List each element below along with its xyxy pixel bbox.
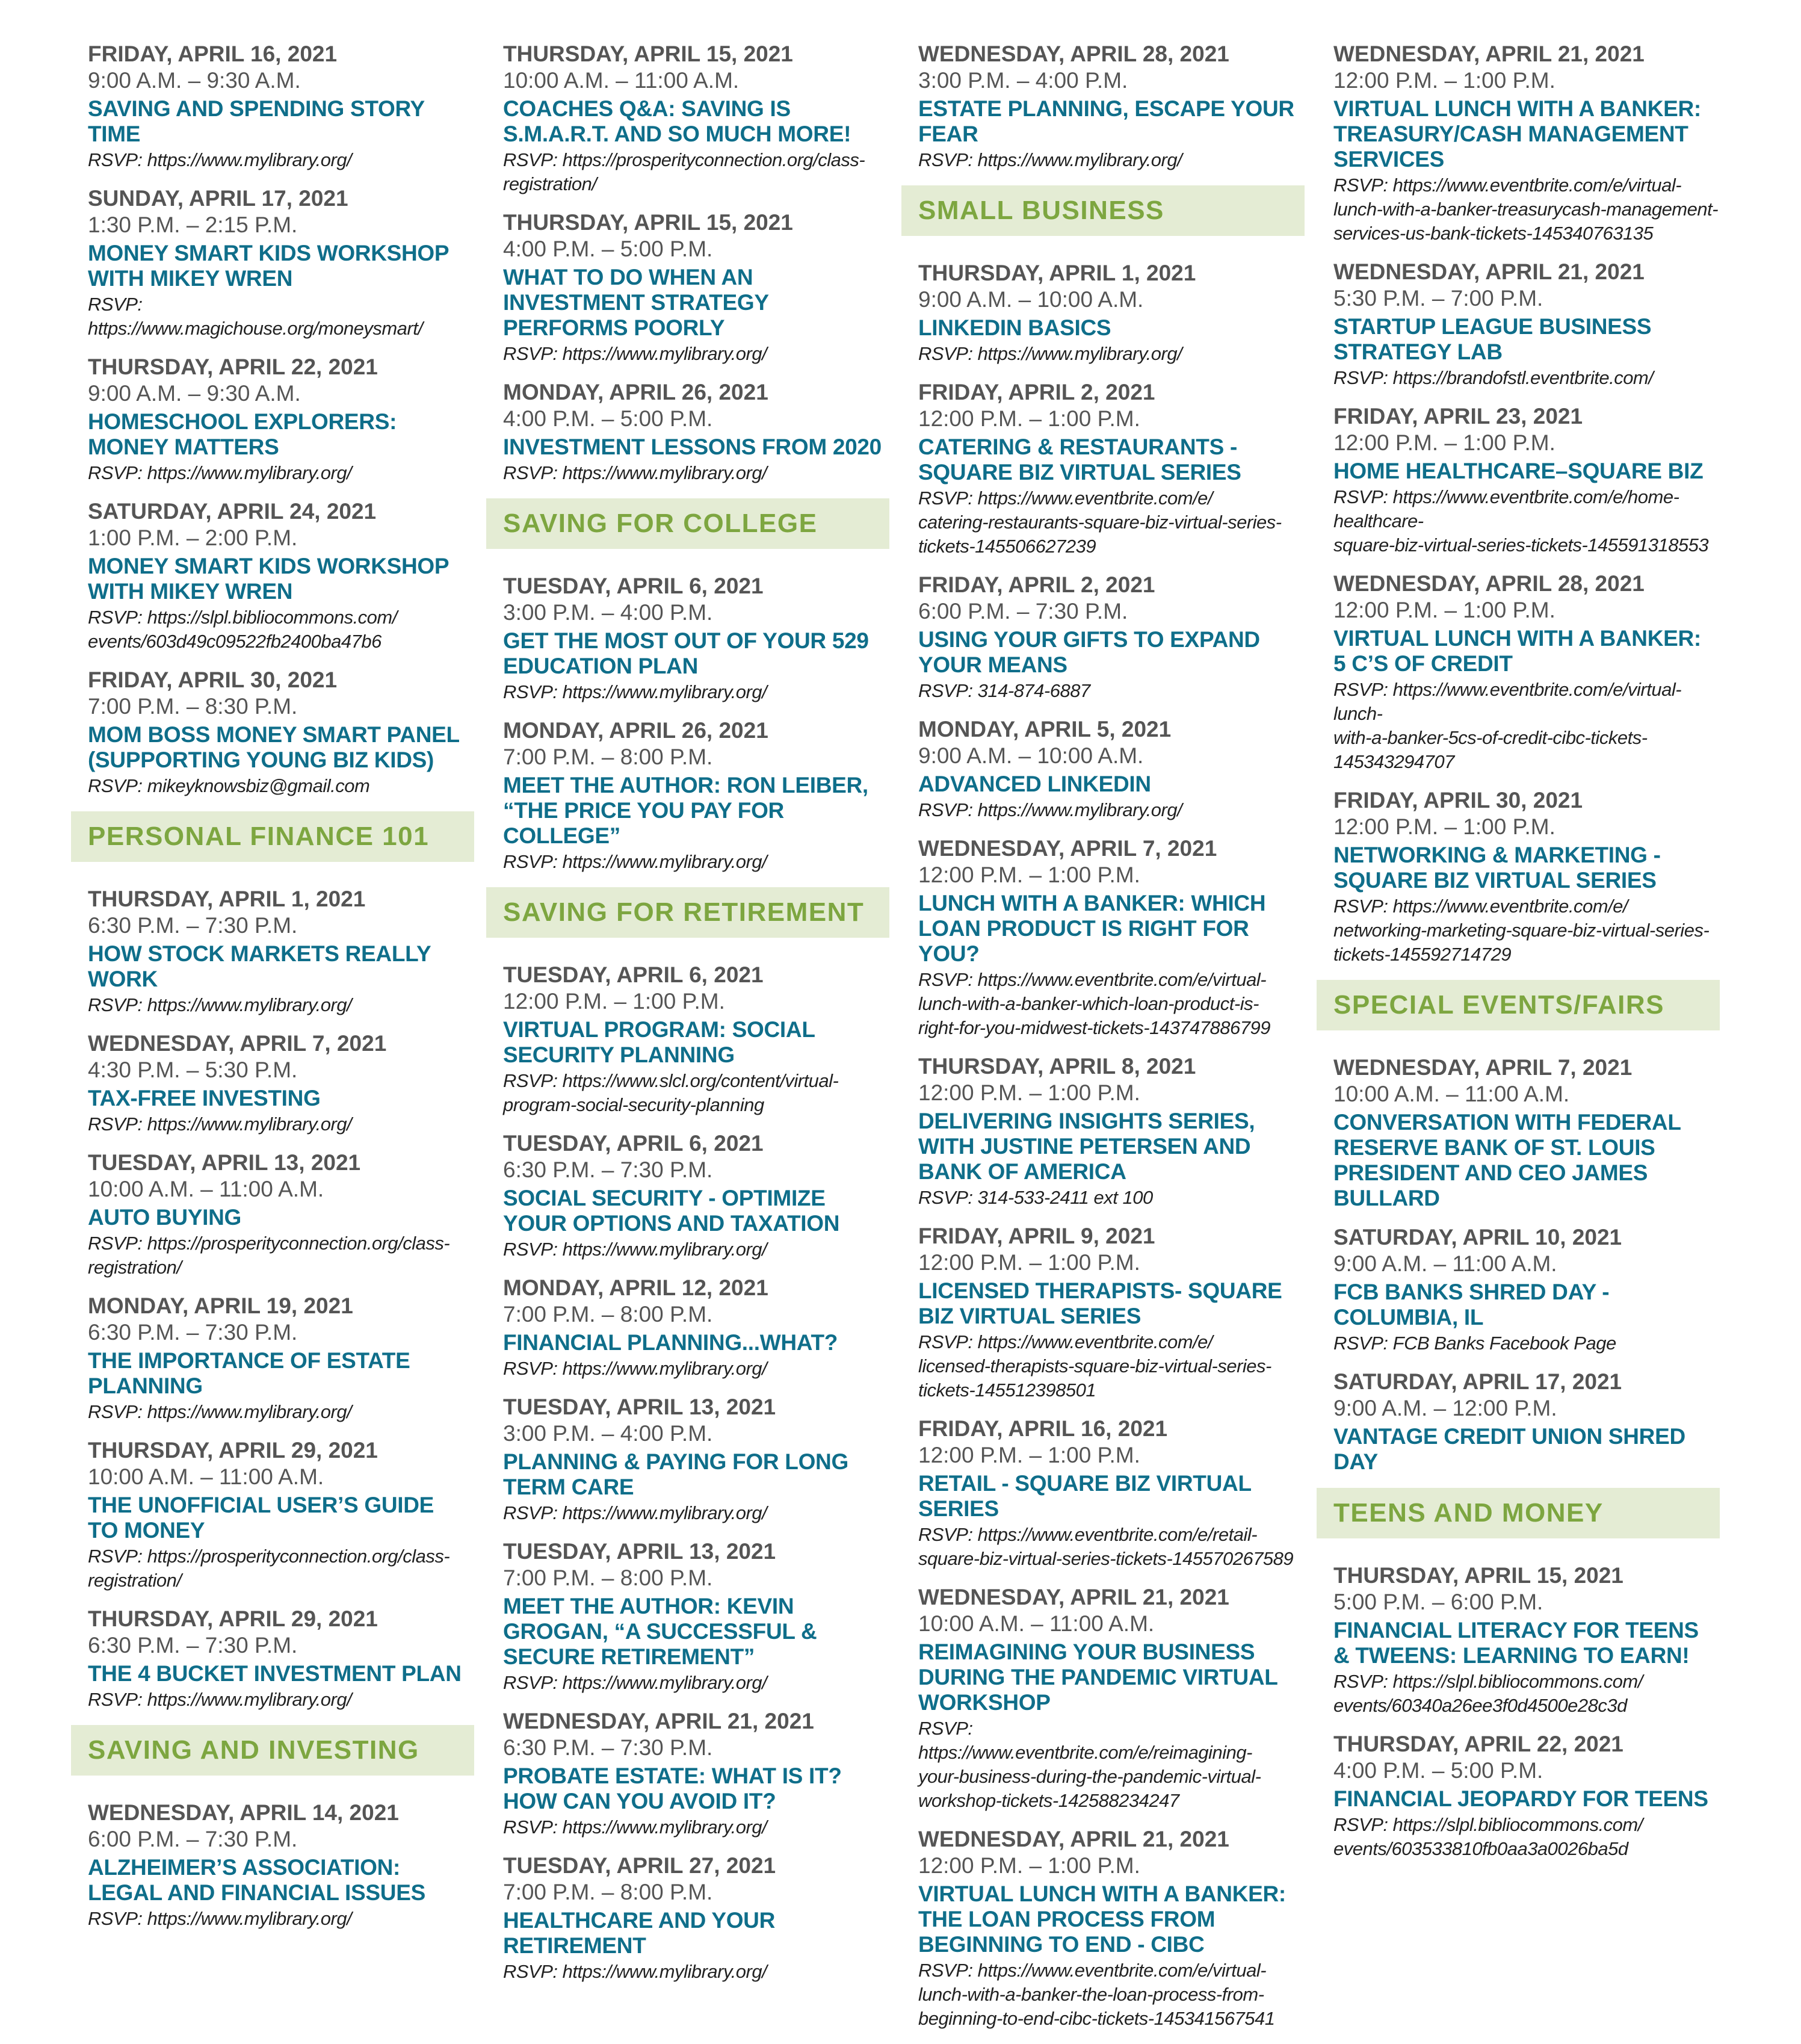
event-item: [71, 1437, 474, 1593]
event-title: COACHES Q&A: SAVING IS S.M.A.R.T. AND SO MUCH MORE!: [503, 96, 851, 146]
event-item: [1317, 1731, 1720, 1861]
event-date: WEDNESDAY, APRIL 28, 2021: [1333, 571, 1645, 596]
event-rsvp[interactable]: RSVP: https://www.mylibrary.org/: [88, 994, 352, 1015]
event-item: [1317, 787, 1720, 967]
event-time: 12:00 P.M. – 1:00 P.M.: [1333, 68, 1555, 93]
event-date: THURSDAY, APRIL 1, 2021: [918, 261, 1196, 285]
event-rsvp[interactable]: RSVP: https://www.mylibrary.org/: [88, 149, 352, 170]
event-time: 12:00 P.M. – 1:00 P.M.: [1333, 430, 1555, 455]
event-item: [486, 717, 889, 874]
event-date: FRIDAY, APRIL 23, 2021: [1333, 404, 1583, 429]
event-title: FINANCIAL JEOPARDY FOR TEENS: [1333, 1786, 1708, 1811]
event-time: 7:00 P.M. – 8:00 P.M.: [503, 1880, 713, 1904]
event-date: TUESDAY, APRIL 6, 2021: [503, 962, 764, 987]
event-rsvp[interactable]: RSVP: https://www.mylibrary.org/: [918, 149, 1182, 170]
column-1: [71, 41, 474, 1944]
event-date: FRIDAY, APRIL 16, 2021: [918, 1416, 1168, 1441]
event-date: FRIDAY, APRIL 2, 2021: [918, 572, 1155, 597]
event-rsvp[interactable]: RSVP: https://www.mylibrary.org/: [918, 799, 1182, 820]
event-time: 7:00 P.M. – 8:00 P.M.: [503, 745, 713, 769]
event-time: 4:30 P.M. – 5:30 P.M.: [88, 1058, 298, 1082]
event-date: SUNDAY, APRIL 17, 2021: [88, 186, 348, 211]
event-rsvp[interactable]: RSVP: https://slpl.bibliocommons.com/ events/603d49c09522fb2400ba47b6: [88, 607, 397, 652]
event-rsvp[interactable]: RSVP: https://slpl.bibliocommons.com/ events/603533810fb0aa3a0026ba5d: [1333, 1814, 1643, 1859]
event-item: [71, 498, 474, 654]
event-date: TUESDAY, APRIL 13, 2021: [503, 1395, 776, 1419]
event-item: [71, 185, 474, 341]
event-item: [486, 1275, 889, 1381]
event-title: FINANCIAL LITERACY FOR TEENS & TWEENS: LEARNING TO EARN!: [1333, 1618, 1699, 1668]
event-title: REIMAGINING YOUR BUSINESS DURING THE PANDEMIC VIRTUAL WORKSHOP: [918, 1640, 1278, 1715]
event-time: 10:00 A.M. – 11:00 A.M.: [503, 68, 740, 93]
event-item: [901, 379, 1305, 559]
event-rsvp[interactable]: RSVP: https://www.eventbrite.com/e/virtual- lunch-with-a-banker-treasurycash-management- services-us-bank-tickets-145340763135: [1333, 175, 1719, 244]
event-title: AUTO BUYING: [88, 1205, 242, 1230]
event-date: THURSDAY, APRIL 22, 2021: [88, 355, 378, 379]
event-rsvp[interactable]: RSVP: https://www.eventbrite.com/e/reimagining- your-business-during-the-pandemic-virtual- workshop-tickets-142588234247: [918, 1718, 1261, 1811]
event-time: 12:00 P.M. – 1:00 P.M.: [1333, 598, 1555, 622]
event-time: 3:00 P.M. – 4:00 P.M.: [918, 68, 1128, 93]
event-item: [901, 1223, 1305, 1402]
event-rsvp[interactable]: RSVP: https://www.eventbrite.com/e/ catering-restaurants-square-biz-virtual-series- tickets-145506627239: [918, 488, 1282, 557]
event-title: SAVING AND SPENDING STORY TIME: [88, 96, 425, 146]
event-date: THURSDAY, APRIL 29, 2021: [88, 1438, 378, 1463]
event-time: 6:00 P.M. – 7:30 P.M.: [918, 599, 1128, 624]
event-date: FRIDAY, APRIL 2, 2021: [918, 380, 1155, 404]
event-date: FRIDAY, APRIL 30, 2021: [88, 667, 338, 692]
event-item: [71, 41, 474, 172]
section-header: PERSONAL FINANCE 101: [71, 811, 474, 862]
event-title: HOW STOCK MARKETS REALLY WORK: [88, 941, 431, 991]
event-time: 9:00 A.M. – 10:00 A.M.: [918, 743, 1144, 768]
event-title: HOME HEALTHCARE–SQUARE BIZ: [1333, 459, 1704, 483]
event-date: MONDAY, APRIL 19, 2021: [88, 1293, 353, 1318]
event-item: [1317, 1055, 1720, 1211]
event-date: SATURDAY, APRIL 17, 2021: [1333, 1369, 1622, 1394]
event-title: RETAIL - SQUARE BIZ VIRTUAL SERIES: [918, 1471, 1252, 1521]
event-rsvp[interactable]: RSVP: https://www.eventbrite.com/e/virtual- lunch-with-a-banker-which-loan-product-is- right-for-you-midwest-tickets-143747886799: [918, 969, 1270, 1038]
event-date: WEDNESDAY, APRIL 7, 2021: [88, 1031, 387, 1056]
event-item: [901, 260, 1305, 366]
event-title: VIRTUAL PROGRAM: SOCIAL SECURITY PLANNING: [503, 1017, 815, 1067]
event-date: TUESDAY, APRIL 13, 2021: [88, 1150, 361, 1175]
event-title: SOCIAL SECURITY - OPTIMIZE YOUR OPTIONS AND TAXATION: [503, 1186, 840, 1236]
event-item: [71, 886, 474, 1017]
event-time: 6:30 P.M. – 7:30 P.M.: [503, 1157, 713, 1182]
event-time: 4:00 P.M. – 5:00 P.M.: [503, 406, 713, 431]
event-title: LICENSED THERAPISTS- SQUARE BIZ VIRTUAL SERIES: [918, 1278, 1282, 1328]
event-item: [901, 716, 1305, 822]
event-rsvp[interactable]: RSVP: 314-874-6887: [918, 680, 1090, 701]
event-time: 10:00 A.M. – 11:00 A.M.: [88, 1177, 324, 1201]
event-date: THURSDAY, APRIL 15, 2021: [1333, 1563, 1623, 1588]
event-item: [71, 1150, 474, 1280]
event-rsvp[interactable]: RSVP: https://www.mylibrary.org/: [503, 343, 767, 364]
event-rsvp[interactable]: RSVP: https://www.mylibrary.org/: [918, 343, 1182, 364]
event-title: MONEY SMART KIDS WORKSHOP WITH MIKEY WREN: [88, 554, 449, 604]
event-rsvp[interactable]: RSVP: https://www.mylibrary.org/: [88, 1908, 352, 1929]
event-time: 12:00 P.M. – 1:00 P.M.: [918, 1443, 1140, 1467]
event-date: THURSDAY, APRIL 1, 2021: [88, 887, 366, 911]
event-time: 4:00 P.M. – 5:00 P.M.: [1333, 1758, 1543, 1783]
event-date: WEDNESDAY, APRIL 21, 2021: [503, 1709, 814, 1733]
event-title: MEET THE AUTHOR: KEVIN GROGAN, “A SUCCESSFUL & SECURE RETIREMENT”: [503, 1594, 817, 1669]
event-rsvp[interactable]: RSVP: https://www.eventbrite.com/e/ networking-marketing-square-biz-virtual-series- tickets-145592714729: [1333, 896, 1710, 965]
event-date: THURSDAY, APRIL 22, 2021: [1333, 1732, 1623, 1756]
event-date: WEDNESDAY, APRIL 21, 2021: [918, 1585, 1229, 1609]
event-date: FRIDAY, APRIL 9, 2021: [918, 1224, 1155, 1248]
event-title: VIRTUAL LUNCH WITH A BANKER: TREASURY/CASH MANAGEMENT SERVICES: [1333, 96, 1701, 172]
event-time: 9:00 A.M. – 9:30 A.M.: [88, 68, 301, 93]
event-title: LINKEDIN BASICS: [918, 315, 1111, 340]
event-item: [901, 1584, 1305, 1813]
event-date: TUESDAY, APRIL 6, 2021: [503, 574, 764, 598]
event-rsvp[interactable]: RSVP: https://brandofstl.eventbrite.com/: [1333, 367, 1654, 388]
event-title: ADVANCED LINKEDIN: [918, 772, 1151, 796]
event-item: [901, 835, 1305, 1040]
section-header: SPECIAL EVENTS/FAIRS: [1317, 980, 1720, 1030]
event-date: WEDNESDAY, APRIL 28, 2021: [918, 42, 1229, 66]
event-title: THE 4 BUCKET INVESTMENT PLAN: [88, 1661, 462, 1686]
event-time: 7:00 P.M. – 8:00 P.M.: [503, 1302, 713, 1327]
event-item: [1317, 259, 1720, 390]
event-item: [901, 572, 1305, 703]
event-rsvp[interactable]: RSVP: https://www.mylibrary.org/: [503, 1672, 767, 1693]
event-time: 5:30 P.M. – 7:00 P.M.: [1333, 286, 1543, 311]
event-time: 6:00 P.M. – 7:30 P.M.: [88, 1827, 298, 1851]
event-title: WHAT TO DO WHEN AN INVESTMENT STRATEGY PERFORMS POORLY: [503, 265, 769, 340]
event-time: 12:00 P.M. – 1:00 P.M.: [918, 1080, 1140, 1105]
event-item: [486, 1394, 889, 1525]
event-title: VANTAGE CREDIT UNION SHRED DAY: [1333, 1424, 1685, 1474]
event-time: 9:00 A.M. – 11:00 A.M.: [1333, 1251, 1557, 1276]
event-item: [486, 1538, 889, 1695]
event-date: WEDNESDAY, APRIL 21, 2021: [1333, 259, 1645, 284]
event-item: [486, 962, 889, 1117]
event-title: VIRTUAL LUNCH WITH A BANKER: 5 C’S OF CREDIT: [1333, 626, 1701, 676]
event-item: [901, 1416, 1305, 1571]
event-item: [486, 573, 889, 704]
event-item: [1317, 571, 1720, 774]
event-time: 5:00 P.M. – 6:00 P.M.: [1333, 1590, 1543, 1614]
event-title: INVESTMENT LESSONS FROM 2020: [503, 435, 882, 459]
event-title: THE IMPORTANCE OF ESTATE PLANNING: [88, 1348, 410, 1398]
event-time: 1:00 P.M. – 2:00 P.M.: [88, 525, 298, 550]
event-rsvp[interactable]: RSVP: https://www.eventbrite.com/e/retail- square-biz-virtual-series-tickets-145570267589: [918, 1524, 1294, 1569]
event-item: [71, 1293, 474, 1424]
event-time: 3:00 P.M. – 4:00 P.M.: [503, 600, 713, 625]
event-title: MONEY SMART KIDS WORKSHOP WITH MIKEY WREN: [88, 241, 449, 291]
event-time: 12:00 P.M. – 1:00 P.M.: [503, 989, 725, 1014]
event-date: MONDAY, APRIL 26, 2021: [503, 380, 768, 404]
event-rsvp[interactable]: RSVP: https://www.mylibrary.org/: [503, 1239, 767, 1260]
event-time: 12:00 P.M. – 1:00 P.M.: [918, 406, 1140, 431]
event-time: 10:00 A.M. – 11:00 A.M.: [88, 1464, 324, 1489]
section-header: SAVING FOR COLLEGE: [486, 498, 889, 549]
event-rsvp[interactable]: RSVP: https://www.mylibrary.org/: [503, 681, 767, 702]
event-item: [901, 1053, 1305, 1210]
event-date: SATURDAY, APRIL 24, 2021: [88, 499, 377, 524]
event-time: 10:00 A.M. – 11:00 A.M.: [918, 1611, 1155, 1636]
event-rsvp[interactable]: RSVP: https://www.slcl.org/content/virtual- program-social-security-planning: [503, 1070, 839, 1115]
event-item: [1317, 1224, 1720, 1355]
event-title: PLANNING & PAYING FOR LONG TERM CARE: [503, 1449, 848, 1499]
event-time: 4:00 P.M. – 5:00 P.M.: [503, 237, 713, 261]
event-item: [1317, 403, 1720, 557]
section-header: SAVING AND INVESTING: [71, 1725, 474, 1776]
event-date: FRIDAY, APRIL 30, 2021: [1333, 788, 1583, 813]
event-title: MOM BOSS MONEY SMART PANEL (SUPPORTING YOUNG BIZ KIDS): [88, 722, 460, 772]
event-title: TAX-FREE INVESTING: [88, 1086, 321, 1110]
event-rsvp[interactable]: RSVP: https://www.magichouse.org/moneysmart/: [88, 294, 423, 339]
event-title: ESTATE PLANNING, ESCAPE YOUR FEAR: [918, 96, 1294, 146]
event-title: CATERING & RESTAURANTS - SQUARE BIZ VIRTUAL SERIES: [918, 435, 1241, 485]
event-rsvp[interactable]: RSVP: https://www.mylibrary.org/: [88, 462, 352, 483]
event-item: [71, 1030, 474, 1136]
event-date: FRIDAY, APRIL 16, 2021: [88, 42, 338, 66]
event-rsvp[interactable]: RSVP: mikeyknowsbiz@gmail.com: [88, 775, 370, 796]
event-date: WEDNESDAY, APRIL 14, 2021: [88, 1800, 399, 1825]
event-date: WEDNESDAY, APRIL 7, 2021: [918, 836, 1217, 861]
event-date: TUESDAY, APRIL 27, 2021: [503, 1853, 776, 1878]
event-rsvp[interactable]: RSVP: https://www.mylibrary.org/: [88, 1689, 352, 1710]
event-rsvp[interactable]: RSVP: https://www.eventbrite.com/e/home-healthcare- square-biz-virtual-series-tickets-145591318553: [1333, 486, 1709, 556]
event-time: 12:00 P.M. – 1:00 P.M.: [918, 1250, 1140, 1275]
event-time: 7:00 P.M. – 8:00 P.M.: [503, 1566, 713, 1590]
event-date: SATURDAY, APRIL 10, 2021: [1333, 1225, 1622, 1250]
event-time: 12:00 P.M. – 1:00 P.M.: [918, 863, 1140, 887]
event-date: MONDAY, APRIL 26, 2021: [503, 718, 768, 743]
event-title: VIRTUAL LUNCH WITH A BANKER: THE LOAN PROCESS FROM BEGINNING TO END - CIBC: [918, 1881, 1286, 1957]
event-date: TUESDAY, APRIL 13, 2021: [503, 1539, 776, 1564]
event-title: DELIVERING INSIGHTS SERIES, WITH JUSTINE PETERSEN AND BANK OF AMERICA: [918, 1109, 1255, 1184]
event-time: 6:30 P.M. – 7:30 P.M.: [88, 1633, 298, 1658]
event-item: [901, 1826, 1305, 2031]
event-item: [486, 209, 889, 366]
section-header: SMALL BUSINESS: [901, 185, 1305, 236]
event-time: 6:30 P.M. – 7:30 P.M.: [88, 913, 298, 938]
event-time: 9:00 A.M. – 9:30 A.M.: [88, 381, 301, 406]
event-item: [486, 1130, 889, 1262]
event-item: [1317, 1369, 1720, 1475]
event-rsvp[interactable]: RSVP: https://www.eventbrite.com/e/virtual- lunch-with-a-banker-the-loan-process-from- beginning-to-end-cibc-tickets-145341567541: [918, 1960, 1275, 2029]
event-rsvp[interactable]: RSVP: https://prosperityconnection.org/class- registration/: [503, 149, 865, 194]
event-title: ALZHEIMER’S ASSOCIATION: LEGAL AND FINANCIAL ISSUES: [88, 1855, 425, 1905]
event-title: FINANCIAL PLANNING...WHAT?: [503, 1330, 838, 1355]
event-title: THE UNOFFICIAL USER’S GUIDE TO MONEY: [88, 1493, 434, 1543]
event-date: MONDAY, APRIL 12, 2021: [503, 1275, 768, 1300]
event-item: [901, 41, 1305, 172]
event-title: FCB BANKS SHRED DAY - COLUMBIA, IL: [1333, 1280, 1610, 1330]
event-rsvp[interactable]: RSVP: https://www.mylibrary.org/: [503, 462, 767, 483]
event-time: 12:00 P.M. – 1:00 P.M.: [1333, 814, 1555, 839]
event-date: TUESDAY, APRIL 6, 2021: [503, 1131, 764, 1156]
event-title: CONVERSATION WITH FEDERAL RESERVE BANK OF ST. LOUIS PRESIDENT AND CEO JAMES BULLARD: [1333, 1110, 1681, 1210]
event-time: 3:00 P.M. – 4:00 P.M.: [503, 1421, 713, 1446]
column-3: [901, 41, 1305, 2044]
event-item: [1317, 1562, 1720, 1718]
event-rsvp[interactable]: RSVP: https://www.mylibrary.org/: [503, 1816, 767, 1838]
event-rsvp[interactable]: RSVP: https://www.mylibrary.org/: [88, 1113, 352, 1135]
section-header: TEENS AND MONEY: [1317, 1488, 1720, 1538]
event-time: 6:30 P.M. – 7:30 P.M.: [503, 1735, 713, 1760]
event-title: HOMESCHOOL EXPLORERS: MONEY MATTERS: [88, 409, 397, 459]
event-item: [71, 667, 474, 798]
event-title: NETWORKING & MARKETING - SQUARE BIZ VIRTUAL SERIES: [1333, 843, 1661, 893]
event-title: MEET THE AUTHOR: RON LEIBER, “THE PRICE YOU PAY FOR COLLEGE”: [503, 773, 868, 848]
event-time: 12:00 P.M. – 1:00 P.M.: [918, 1853, 1140, 1878]
event-item: [486, 379, 889, 485]
section-header: SAVING FOR RETIREMENT: [486, 887, 889, 938]
column-2: [486, 41, 889, 1997]
event-rsvp[interactable]: RSVP: https://www.mylibrary.org/: [503, 1961, 767, 1982]
event-title: GET THE MOST OUT OF YOUR 529 EDUCATION PLAN: [503, 628, 869, 678]
event-rsvp[interactable]: RSVP: https://prosperityconnection.org/class- registration/: [88, 1546, 450, 1591]
event-date: THURSDAY, APRIL 15, 2021: [503, 42, 793, 66]
event-rsvp[interactable]: RSVP: FCB Banks Facebook Page: [1333, 1333, 1616, 1354]
event-time: 6:30 P.M. – 7:30 P.M.: [88, 1320, 298, 1345]
event-date: MONDAY, APRIL 5, 2021: [918, 717, 1172, 742]
event-date: WEDNESDAY, APRIL 21, 2021: [1333, 42, 1645, 66]
event-title: STARTUP LEAGUE BUSINESS STRATEGY LAB: [1333, 314, 1652, 364]
event-title: USING YOUR GIFTS TO EXPAND YOUR MEANS: [918, 627, 1260, 677]
event-title: PROBATE ESTATE: WHAT IS IT? HOW CAN YOU AVOID IT?: [503, 1764, 842, 1813]
event-date: THURSDAY, APRIL 8, 2021: [918, 1054, 1196, 1079]
event-rsvp[interactable]: RSVP: https://www.mylibrary.org/: [88, 1401, 352, 1422]
event-title: LUNCH WITH A BANKER: WHICH LOAN PRODUCT IS RIGHT FOR YOU?: [918, 891, 1266, 966]
event-date: THURSDAY, APRIL 29, 2021: [88, 1606, 378, 1631]
event-time: 9:00 A.M. – 12:00 P.M.: [1333, 1396, 1557, 1420]
event-date: THURSDAY, APRIL 15, 2021: [503, 210, 793, 235]
event-item: [71, 354, 474, 485]
event-date: WEDNESDAY, APRIL 7, 2021: [1333, 1055, 1633, 1080]
event-item: [486, 1853, 889, 1984]
event-time: 10:00 A.M. – 11:00 A.M.: [1333, 1082, 1570, 1106]
event-rsvp[interactable]: RSVP: https://www.eventbrite.com/e/ licensed-therapists-square-biz-virtual-series- tickets-145512398501: [918, 1331, 1271, 1401]
event-item: [486, 41, 889, 196]
event-title: HEALTHCARE AND YOUR RETIREMENT: [503, 1908, 776, 1958]
event-item: [71, 1800, 474, 1931]
event-date: WEDNESDAY, APRIL 21, 2021: [918, 1827, 1229, 1851]
event-item: [71, 1606, 474, 1712]
event-rsvp[interactable]: RSVP: https://www.eventbrite.com/e/virtual-lunch- with-a-banker-5cs-of-credit-cibc-tickets-145343294707: [1333, 679, 1682, 772]
event-item: [1317, 41, 1720, 246]
event-item: [486, 1708, 889, 1839]
event-rsvp[interactable]: RSVP: https://prosperityconnection.org/class- registration/: [88, 1233, 450, 1278]
event-rsvp[interactable]: RSVP: https://www.mylibrary.org/: [503, 1358, 767, 1379]
event-time: 1:30 P.M. – 2:15 P.M.: [88, 212, 298, 237]
event-time: 7:00 P.M. – 8:30 P.M.: [88, 694, 298, 719]
event-rsvp[interactable]: RSVP: https://slpl.bibliocommons.com/ events/60340a26ee3f0d4500e28c3d: [1333, 1671, 1643, 1716]
event-rsvp[interactable]: RSVP: https://www.mylibrary.org/: [503, 851, 767, 872]
column-4: [1317, 41, 1720, 1874]
event-rsvp[interactable]: RSVP: 314-533-2411 ext 100: [918, 1187, 1153, 1208]
event-time: 9:00 A.M. – 10:00 A.M.: [918, 287, 1144, 312]
event-rsvp[interactable]: RSVP: https://www.mylibrary.org/: [503, 1502, 767, 1523]
